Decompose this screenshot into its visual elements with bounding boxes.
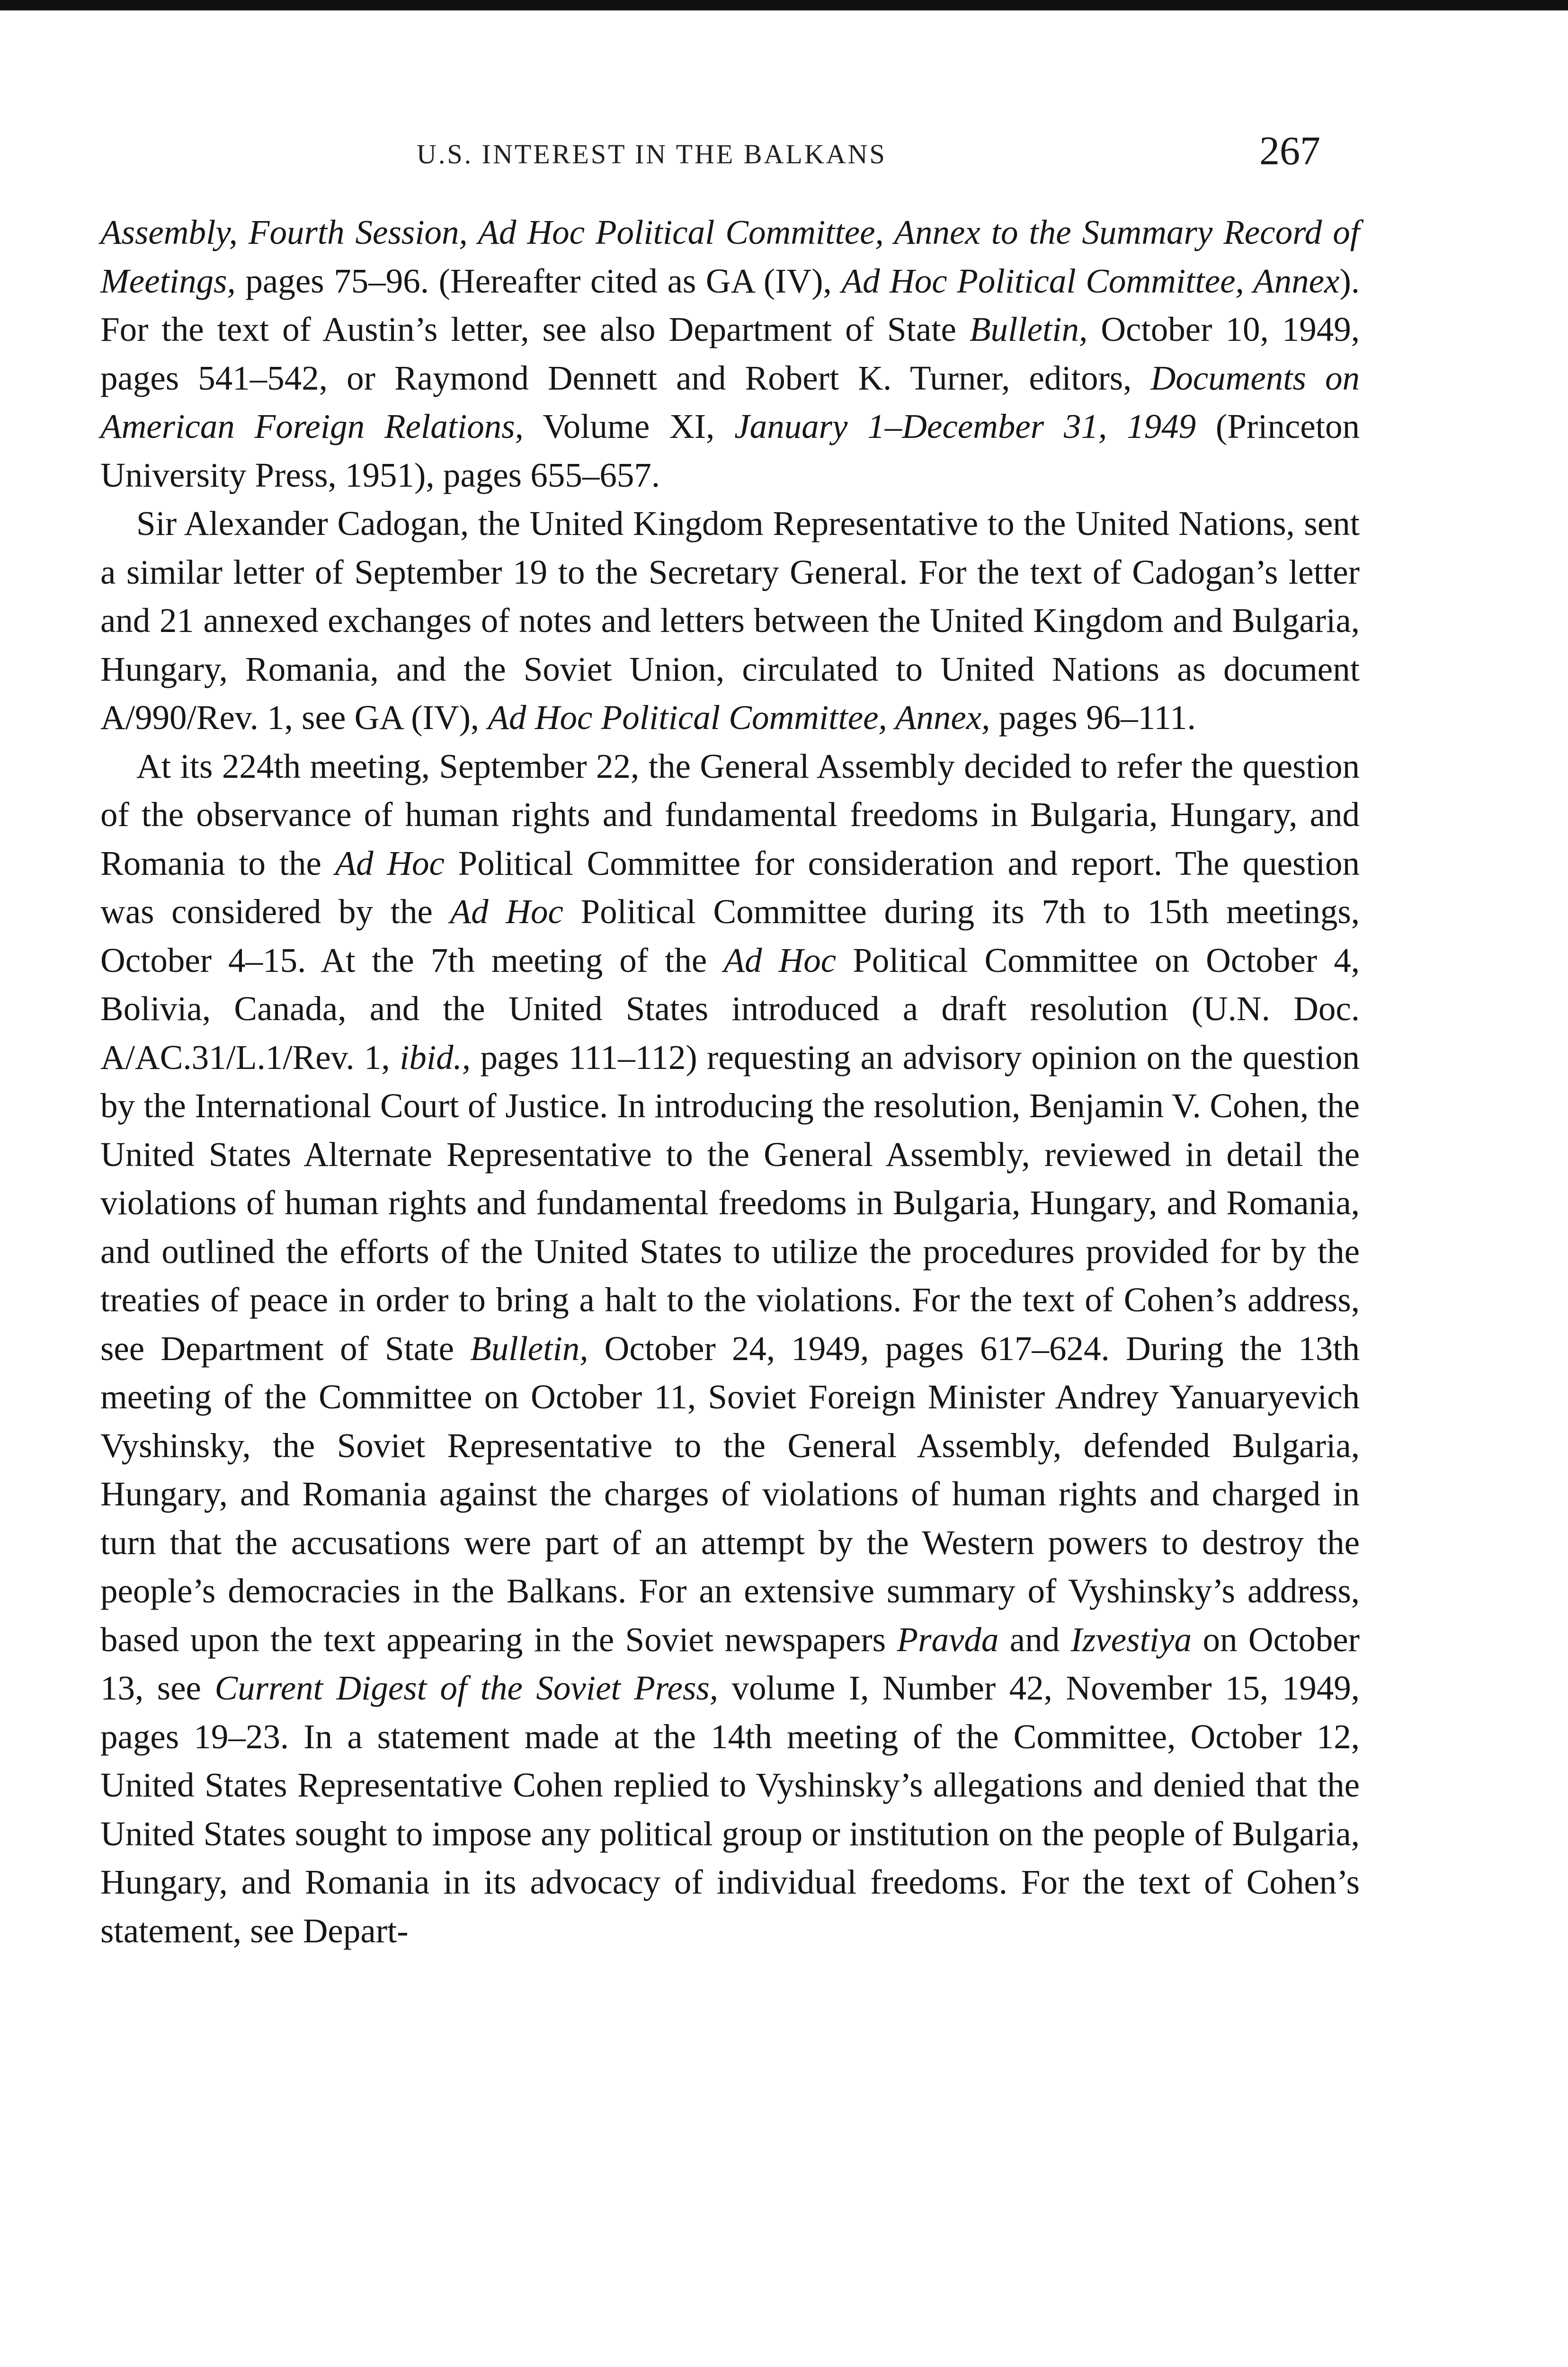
text-segment: Ad Hoc [450, 892, 563, 931]
text-segment: Ad Hoc [723, 941, 837, 979]
text-segment: Assembly, Fourth Session, Ad Hoc Political Committee, Annex to the Summary Record of Meetings, [100, 213, 1360, 300]
text-segment: on October 13, see [100, 1620, 1360, 1707]
text-segment: (Princeton University Press, 1951), pages 655–657. [100, 407, 1360, 494]
text-segment: ibid., [400, 1038, 471, 1077]
text-segment: pages 96–111. [990, 698, 1196, 737]
text-segment: January 1–December 31, 1949 [734, 407, 1196, 445]
text-segment: October 24, 1949, pages 617–624. During the 13th meeting of the Committee on October 11, Soviet Foreign Minister Andrey Yanuaryevich Vyshinsky, the Soviet Representative to the General Assembly, defended Bulgaria, Hungary, and Romania against the charges of violations of human rights and charged in turn that the accusations were part of an attempt by the Western powers to destroy the people’s democracies in the Balkans. For an extensive summary of Vyshinsky’s address, based upon the text appearing in the Soviet newspapers [100, 1329, 1360, 1659]
text-segment: Bulletin, [969, 310, 1088, 348]
text-segment: October 10, 1949, pages 541–542, or Raymond Dennett and Robert K. Turner, editors, [100, 310, 1360, 397]
text-segment: pages 75–96. (Hereafter cited as GA (IV), [235, 261, 842, 300]
text-segment: At its 224th meeting, September 22, the General Assembly decided to refer the question of the observance of human rights and fundamental freedoms in Bulgaria, Hungary, and Romania to the [100, 747, 1360, 882]
text-segment: and [998, 1620, 1071, 1659]
running-head: U.S. INTEREST IN THE BALKANS [417, 139, 887, 169]
text-segment: Political Committee on October 4, Bolivia, Canada, and the United States introduced a draft resolution (U.N. Doc. A/AC.31/L.1/Rev. 1, [100, 941, 1360, 1077]
top-edge-rule [0, 0, 1568, 10]
text-segment: pages 111–112) requesting an advisory opinion on the question by the International Court of Justice. In introducing the resolution, Benjamin V. Cohen, the United States Alternate Representative to the General Assembly, reviewed in detail the violations of human rights and fundamental freedoms in Bulgaria, Hungary, and Romania, and outlined the efforts of the United States to utilize the procedures provided for by the treaties of peace in order to bring a halt to the violations. For the text of Cohen’s address, see Department of State [100, 1038, 1360, 1368]
paragraph-general-assembly-meeting [100, 742, 1360, 1956]
text-segment: Political Committee during its 7th to 15th meetings, October 4–15. At the 7th meeting of the [100, 892, 1360, 979]
text-segment: Documents on American Foreign Relations, [100, 358, 1360, 445]
paragraph-cadogan-letter [100, 499, 1360, 742]
text-segment: Ad Hoc [335, 844, 445, 882]
page-number: 267 [1259, 128, 1320, 173]
text-segment: Sir Alexander Cadogan, the United Kingdom Representative to the United Nations, sent a similar letter of September 19 to the Secretary General. For the text of Cadogan’s letter and 21 annexed exchanges of notes and letters between the United Kingdom and Bulgaria, Hungary, Romania, and the Soviet Union, circulated to United Nations as document A/990/Rev. 1, see GA (IV), [100, 504, 1360, 737]
text-segment: ). For the text of Austin’s letter, see also Department of State [100, 261, 1360, 348]
text-segment: Izvestiya [1070, 1620, 1192, 1659]
text-segment: Political Committee for consideration and report. The question was considered by the [100, 844, 1360, 931]
text-segment: Current Digest of the Soviet Press, [214, 1669, 719, 1707]
text-segment: Bulletin, [470, 1329, 588, 1368]
text-segment: volume I, Number 42, November 15, 1949, pages 19–23. In a statement made at the 14th meeting of the Committee, October 12, United States Representative Cohen replied to Vyshinsky’s allegations and denied that the United States sought to impose any political group or institution on the people of Bulgaria, Hungary, and Romania in its advocacy of individual freedoms. For the text of Cohen’s statement, see Depart- [100, 1669, 1360, 1950]
text-segment: Ad Hoc Political Committee, Annex, [488, 698, 990, 737]
text-segment: Pravda [897, 1620, 999, 1659]
paragraph-footnote-continuation [100, 208, 1360, 499]
body-text [100, 208, 1360, 1955]
text-segment: Ad Hoc Political Committee, Annex [841, 261, 1340, 300]
text-segment: Volume XI, [523, 407, 735, 445]
